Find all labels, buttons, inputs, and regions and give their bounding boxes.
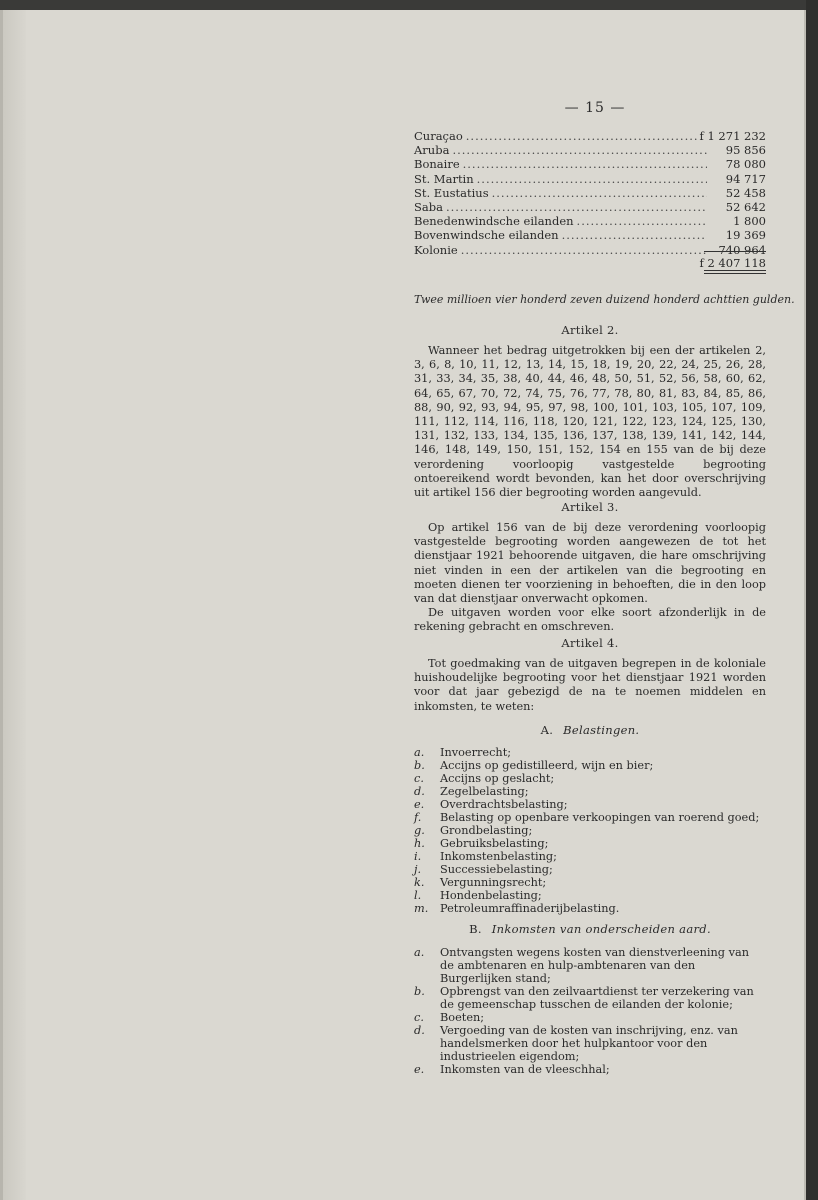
item-text: Successiebelasting; (440, 863, 553, 876)
item-label: m. (414, 902, 429, 915)
page-number: — 15 — (564, 100, 626, 116)
finance-name: Bovenwindsche eilanden (414, 228, 559, 243)
item-label: e. (414, 1063, 425, 1076)
item-text: Overdrachtsbelasting; (440, 798, 568, 811)
item-label: h. (414, 837, 425, 850)
list-item (414, 785, 766, 798)
finance-amount: 740 964 (718, 242, 766, 257)
list-item (414, 876, 766, 889)
artikel-3-heading: Artikel 3. (561, 500, 619, 514)
leader-dots (463, 157, 707, 171)
list-item (414, 946, 766, 985)
finance-amount: 1 800 (733, 214, 766, 229)
item-text: Petroleumraffinaderijbelasting. (440, 902, 620, 915)
item-text: Inkomsten van de vleeschhal; (440, 1063, 610, 1076)
item-text: Accijns op geslacht; (440, 772, 555, 785)
finance-name: Saba (414, 199, 443, 214)
section-b-letter: B. (469, 922, 482, 936)
list-item (414, 850, 766, 863)
finance-name: St. Martin (414, 171, 474, 186)
item-label: b. (414, 759, 425, 772)
section-b-list (414, 946, 766, 1076)
list-item (414, 889, 766, 902)
finance-row (414, 228, 766, 242)
section-a-list (414, 746, 766, 915)
item-label: g. (414, 824, 425, 837)
list-item (414, 837, 766, 850)
binding-strip (0, 10, 26, 1200)
list-item (414, 863, 766, 876)
leader-dots (446, 200, 707, 214)
item-label: c. (414, 772, 424, 785)
artikel-3-paragraph-1: Op artikel 156 van de bij deze verordening voorloopig vastgestelde begrooting worden aangewezen de tot het dienstjaar 1921 behoorende uitgaven, die hare omschrijving niet vinden in een der artikelen van die begrooting en moeten dienen ter voorziening in behoeften, die in den loop van dat dienstjaar onverwacht opkomen. (414, 521, 766, 606)
finance-name: St. Eustatius (414, 185, 489, 200)
finance-name: Bonaire (414, 157, 460, 172)
item-text: Inkomstenbelasting; (440, 850, 557, 863)
double-rule-bottom (704, 273, 766, 274)
list-item (414, 824, 766, 837)
artikel-2-text (414, 344, 766, 500)
finance-amount: 52 458 (725, 185, 766, 200)
leader-dots (452, 143, 707, 157)
leader-dots (461, 243, 707, 257)
leader-dots (477, 172, 707, 186)
item-label: a. (414, 946, 425, 959)
item-text: Accijns op gedistilleerd, wijn en bier; (440, 759, 654, 772)
section-a-title: Belastingen. (563, 723, 640, 737)
page-left-edge (0, 10, 3, 1200)
item-label: d. (414, 1024, 425, 1037)
item-label: l. (414, 889, 422, 902)
item-text: Zegelbelasting; (440, 785, 529, 798)
finance-row (414, 129, 766, 143)
item-text: Opbrengst van den zeilvaartdienst ter verzekering van de gemeenschap tusschen de eilanden der kolonie; (440, 985, 754, 1011)
list-item (414, 746, 766, 759)
list-item (414, 1011, 766, 1024)
section-b-title: Inkomsten van onderscheiden aard. (491, 922, 711, 936)
list-item (414, 1063, 766, 1076)
finance-name: Curaçao (414, 129, 463, 143)
list-item (414, 985, 766, 1011)
item-label: j. (414, 863, 422, 876)
scanner-top-border (0, 0, 818, 10)
finance-row (414, 143, 766, 157)
finance-row (414, 157, 766, 171)
leader-dots (577, 214, 707, 228)
sum-rule (704, 251, 766, 252)
finance-row (414, 200, 766, 214)
item-text: Gebruiksbelasting; (440, 837, 549, 850)
artikel-2-heading: Artikel 2. (561, 323, 619, 337)
list-item (414, 759, 766, 772)
finance-row (414, 214, 766, 228)
item-text: Grondbelasting; (440, 824, 533, 837)
item-label: a. (414, 746, 425, 759)
finance-amount: 19 369 (725, 228, 766, 243)
finance-total: f 2 407 118 (699, 256, 766, 270)
item-label: b. (414, 985, 425, 998)
finance-amount: 52 642 (725, 199, 766, 214)
item-text: Vergunningsrecht; (440, 876, 547, 889)
finance-amount: 94 717 (725, 171, 766, 186)
finance-row (414, 186, 766, 200)
item-label: e. (414, 798, 425, 811)
artikel-3-text (414, 521, 766, 635)
finance-name: Aruba (414, 143, 450, 158)
section-a-letter: A. (540, 723, 554, 737)
leader-dots (466, 129, 697, 143)
finance-row (414, 172, 766, 186)
section-b-heading (414, 922, 766, 936)
list-item (414, 1024, 766, 1063)
leader-dots (562, 228, 707, 242)
double-rule-top (704, 270, 766, 271)
list-item (414, 798, 766, 811)
leader-dots (492, 186, 707, 200)
finance-table (414, 129, 766, 257)
artikel-4-heading: Artikel 4. (561, 636, 619, 650)
item-text: Belasting op openbare verkoopingen van roerend goed; (440, 811, 760, 824)
scanner-right-border (806, 0, 818, 1200)
item-text: Hondenbelasting; (440, 889, 542, 902)
artikel-3-paragraph-2: De uitgaven worden voor elke soort afzonderlijk in de rekening gebracht en omschreven. (414, 606, 766, 634)
finance-row (414, 243, 766, 257)
artikel-2-paragraph: Wanneer het bedrag uitgetrokken bij een der artikelen 2, 3, 6, 8, 10, 11, 12, 13, 14, 15, 18, 19, 20, 22, 24, 25, 26, 28, 31, 33, 34, 35, 38, 40, 44, 46, 48, 50, 51, 52, 56, 58, 60, 62, 64, 65, 67, 70, 72, 74, 75, 76, 77, 78, 80, 81, 83, 84, 85, 86, 88, 90, 92, 93, 94, 95, 97, 98, 100, 101, 103, 105, 107, 109, 111, 112, 114, 116, 118, 120, 121, 122, 123, 124, 125, 130, 131, 132, 133, 134, 135, 136, 137, 138, 139, 141, 142, 144, 146, 148, 149, 150, 151, 152, 154 en 155 van de bij deze verordening voorloopig vastgestelde begrooting ontoereikend wordt bevonden, kan het door overschrijving uit artikel 156 dier begrooting worden aangevuld. (414, 344, 766, 500)
item-label: i. (414, 850, 422, 863)
item-text: Invoerrecht; (440, 746, 512, 759)
finance-amount: 78 080 (725, 157, 766, 172)
list-item (414, 811, 766, 824)
finance-name: Benedenwindsche eilanden (414, 214, 574, 229)
item-label: d. (414, 785, 425, 798)
finance-amount: f 1 271 232 (699, 129, 766, 143)
item-text: Vergoeding van de kosten van inschrijving, enz. van handelsmerken door het hulpkantoor voor den industrieelen eigendom; (440, 1024, 738, 1063)
item-text: Boeten; (440, 1011, 485, 1024)
list-item (414, 902, 766, 915)
finance-amount: 95 856 (725, 143, 766, 158)
finance-name: Kolonie (414, 242, 458, 257)
section-a-heading (414, 723, 766, 737)
item-label: f. (414, 811, 422, 824)
total-in-words: Twee millioen vier honderd zeven duizend honderd achttien gulden. (414, 293, 795, 306)
item-text: Ontvangsten wegens kosten van dienstverleening van de ambtenaren en hulp-ambtenaren van den Burgerlijken stand; (440, 946, 750, 985)
list-item (414, 772, 766, 785)
item-label: k. (414, 876, 425, 889)
item-label: c. (414, 1011, 424, 1024)
artikel-4-text (414, 657, 766, 714)
artikel-4-paragraph: Tot goedmaking van de uitgaven begrepen in de koloniale huishoudelijke begrooting voor het dienstjaar 1921 worden voor dat jaar gebezigd de na te noemen middelen en inkomsten, te weten: (414, 657, 766, 713)
